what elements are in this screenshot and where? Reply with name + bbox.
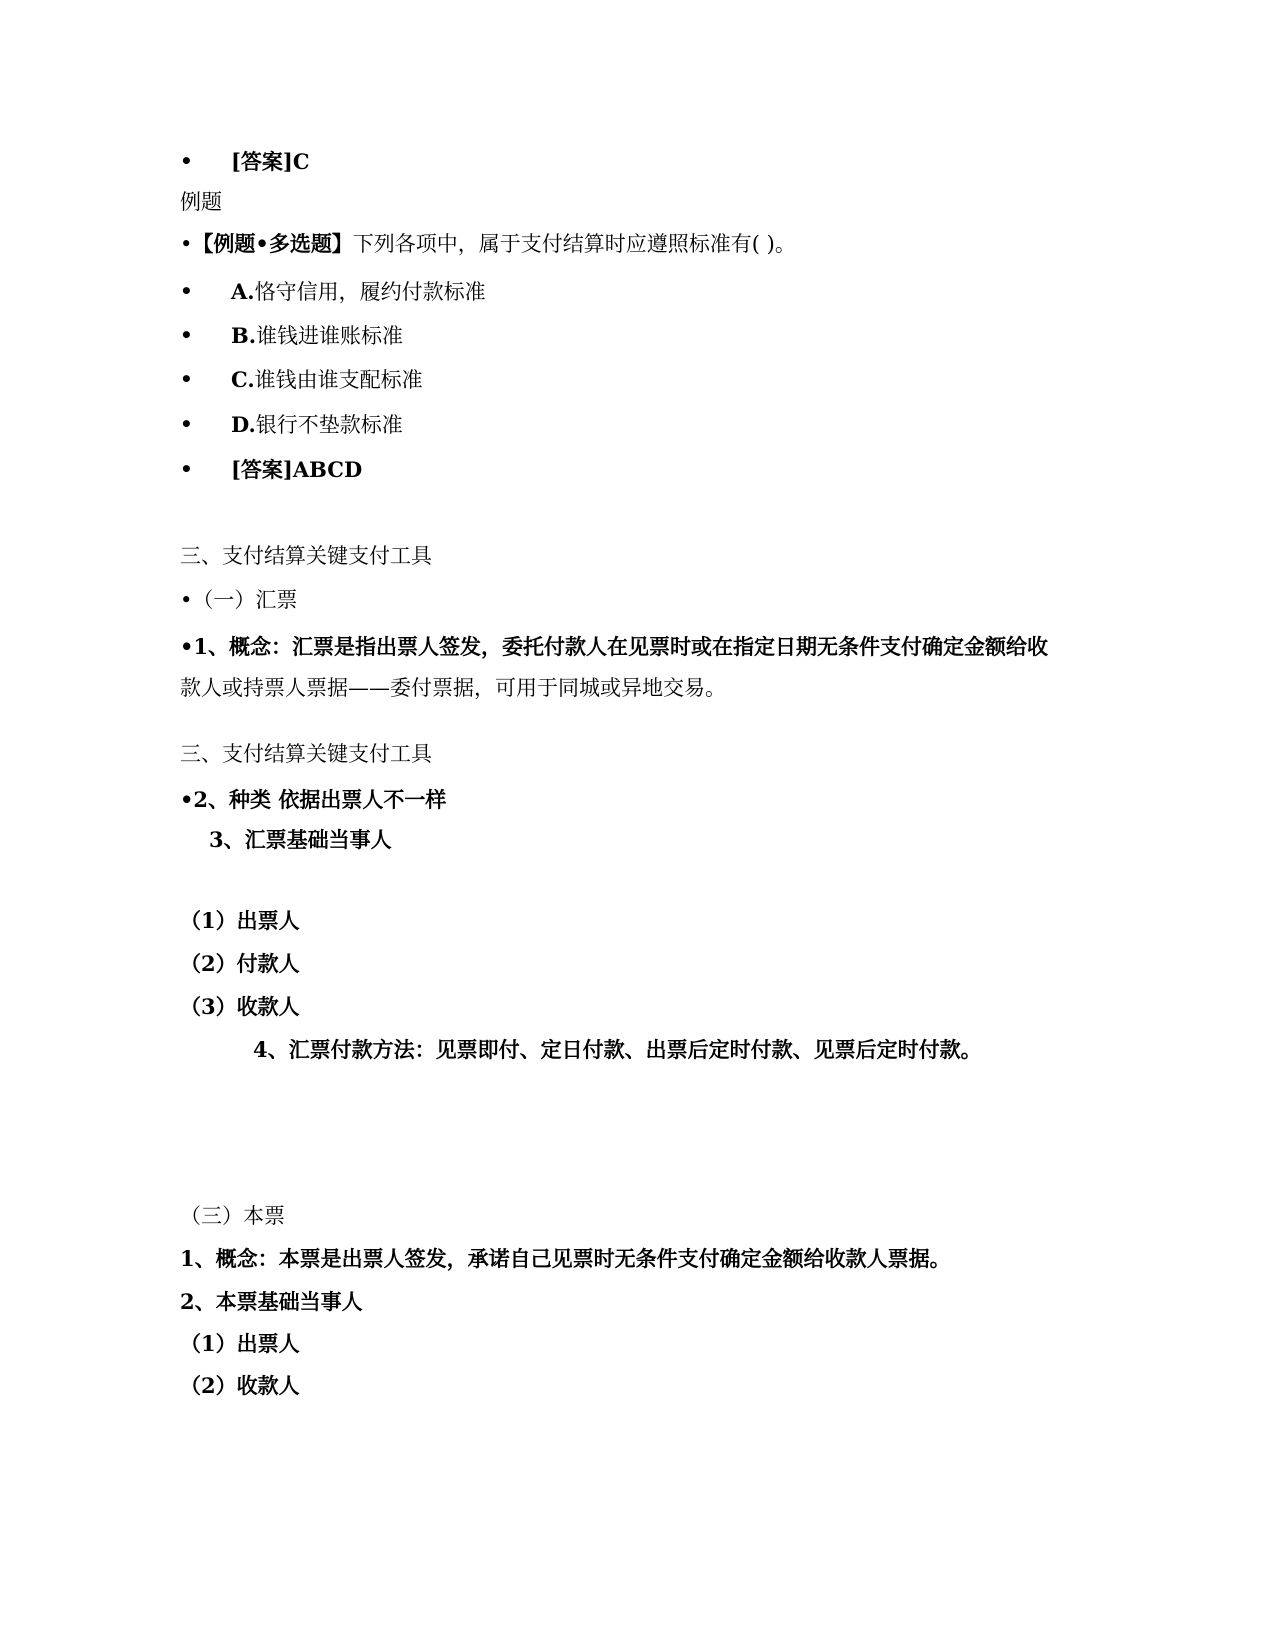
promissory-party-item: （1）出票人 bbox=[180, 1331, 300, 1356]
option-b bbox=[231, 322, 403, 350]
bullet-icon: • bbox=[180, 367, 193, 391]
option-d bbox=[231, 411, 403, 439]
section-title: 三、支付结算关键支付工具 bbox=[180, 544, 432, 568]
example-heading: 例题 bbox=[180, 190, 222, 214]
question-text: 下列各项中，属于支付结算时应遵照标准有( )。 bbox=[352, 232, 796, 256]
option-a bbox=[231, 278, 486, 306]
option-text: 谁钱由谁支配标准 bbox=[254, 368, 423, 392]
option-text: 恪守信用，履约付款标准 bbox=[254, 280, 486, 304]
answer-abcd: [答案]ABCD bbox=[231, 457, 363, 482]
question-tag: 【例题•多选题】 bbox=[192, 231, 353, 256]
bullet-icon: • bbox=[180, 323, 193, 347]
option-letter: C. bbox=[231, 367, 255, 392]
bullet-icon: • bbox=[180, 149, 193, 173]
question-line bbox=[180, 230, 796, 258]
option-text: 谁钱进谁账标准 bbox=[256, 324, 404, 348]
section-title-repeat: 三、支付结算关键支付工具 bbox=[180, 742, 432, 766]
promissory-party-item: （2）收款人 bbox=[180, 1373, 300, 1398]
party-item: （3）收款人 bbox=[180, 994, 300, 1019]
option-letter: B. bbox=[231, 323, 257, 348]
party-item: （2）付款人 bbox=[180, 951, 300, 976]
concept-line-2: 款人或持票人票据——委付票据，可用于同城或异地交易。 bbox=[180, 676, 726, 700]
bullet-icon: • bbox=[180, 412, 193, 436]
promissory-concept: 1、概念：本票是出票人签发，承诺自己见票时无条件支付确定金额给收款人票据。 bbox=[180, 1246, 951, 1271]
bullet-icon: • bbox=[180, 457, 193, 481]
subsection-bill: •（一）汇票 bbox=[180, 588, 298, 612]
payment-methods: 4、汇票付款方法：见票即付、定日付款、出票后定时付款、见票后定时付款。 bbox=[253, 1037, 982, 1062]
option-c bbox=[231, 366, 423, 394]
option-letter: A. bbox=[231, 279, 255, 304]
bullet-icon: • bbox=[180, 279, 193, 303]
bullet-icon: • bbox=[180, 232, 193, 256]
answer-c: [答案]C bbox=[231, 149, 310, 174]
concept-line-1: •1、概念：汇票是指出票人签发，委托付款人在见票时或在指定日期无条件支付确定金额给收 bbox=[180, 634, 1049, 659]
option-text: 银行不垫款标准 bbox=[255, 413, 403, 437]
party-item: （1）出票人 bbox=[180, 908, 300, 933]
option-letter: D. bbox=[231, 412, 256, 437]
subsection-promissory: （三）本票 bbox=[180, 1204, 285, 1228]
kinds-line: •2、种类 依据出票人不一样 bbox=[180, 787, 447, 812]
parties-heading: 3、汇票基础当事人 bbox=[209, 827, 392, 852]
promissory-parties-heading: 2、本票基础当事人 bbox=[180, 1289, 363, 1314]
